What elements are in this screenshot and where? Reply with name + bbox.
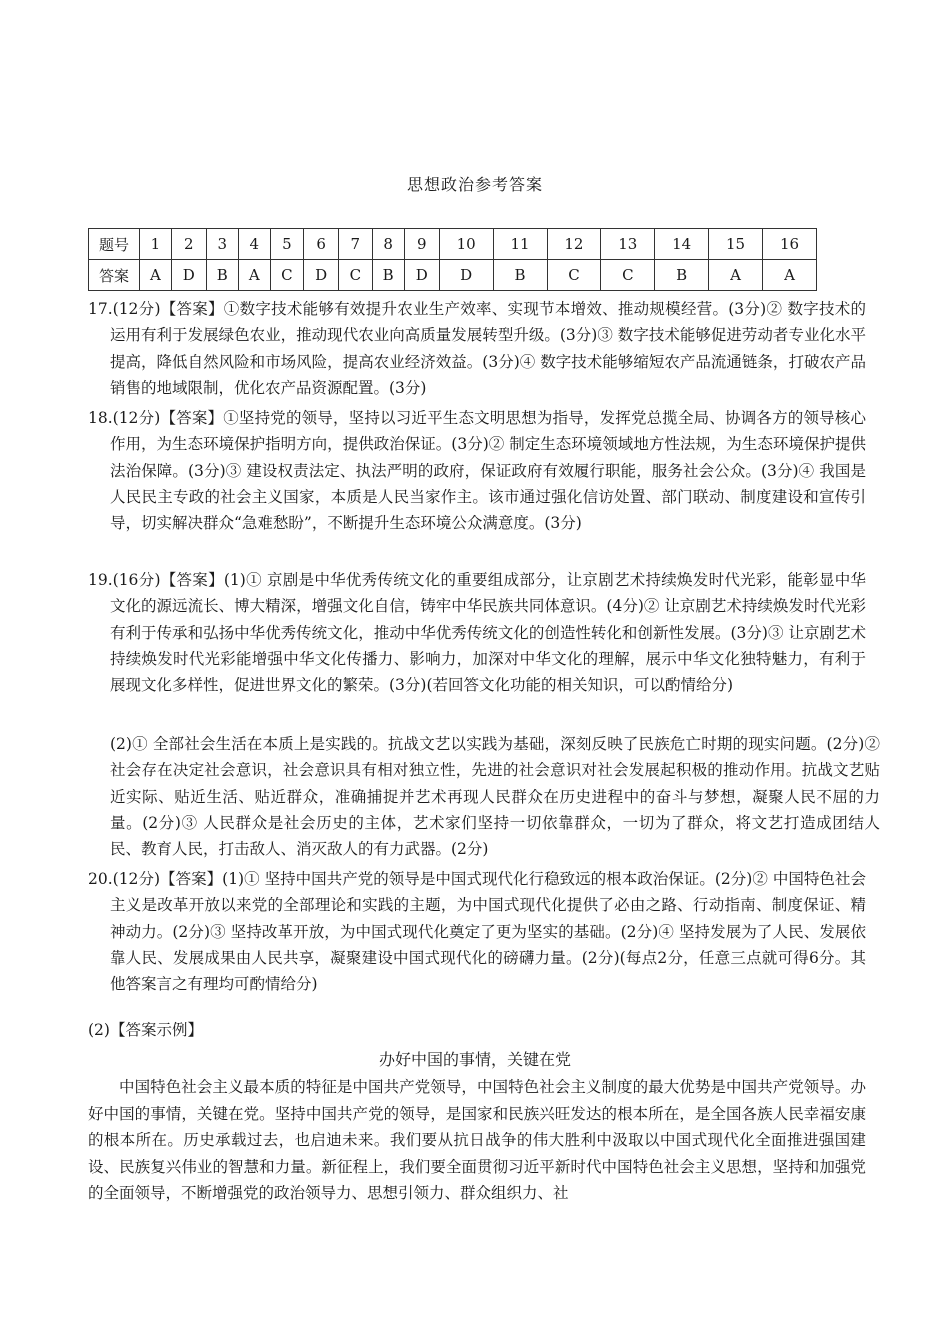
table-cell: A <box>763 260 817 291</box>
table-cell: C <box>601 260 655 291</box>
table-cell: 14 <box>655 229 709 260</box>
question-18-text: 18.(12分)【答案】①坚持党的领导，坚持以习近平生态文明思想为指导，发挥党总揽全局、协调各方的领导核心作用，为生态环境保护指明方向，提供政治保证。(3分)② 制定生态环境领域地方性法规，为生态环境保护提供法治保障。(3分)③ 建设权责法定、执法严明的政府，保证政府有效履行职能，服务社会公众。(3分)④ 我国是人民民主专政的社会主义国家，本质是人民当家作主。该市通过强化信访处置、部门联动、制度建设和宣传引导，切实解决群众“急难愁盼”，不断提升生态环境公众满意度。(3分) <box>88 409 866 533</box>
table-cell: B <box>655 260 709 291</box>
question-20-part1 <box>88 866 866 997</box>
table-cell: 9 <box>404 229 439 260</box>
table-cell: D <box>171 260 206 291</box>
table-cell: D <box>304 260 339 291</box>
table-cell: C <box>339 260 372 291</box>
row-header-answer: 答案 <box>89 260 140 291</box>
table-cell: 4 <box>238 229 270 260</box>
table-cell: C <box>547 260 601 291</box>
table-cell: 6 <box>304 229 339 260</box>
answer-sample-label: (2)【答案示例】 <box>88 1021 203 1039</box>
question-18-answer <box>88 405 866 536</box>
row-header-number: 题号 <box>89 229 140 260</box>
question-17-answer <box>88 296 866 401</box>
table-cell: 3 <box>206 229 238 260</box>
answer-table <box>88 228 817 291</box>
table-cell: 13 <box>601 229 655 260</box>
answer-row <box>89 260 817 291</box>
table-cell: A <box>140 260 172 291</box>
table-cell: 1 <box>140 229 172 260</box>
question-17-text: 17.(12分)【答案】①数字技术能够有效提升农业生产效率、实现节本增效、推动规模经营。(3分)② 数字技术的运用有利于发展绿色农业，推动现代农业向高质量发展转型升级。(3分)③ 数字技术能够促进劳动者专业化水平提高，降低自然风险和市场风险，提高农业经济效益。(3分)④ 数字技术能够缩短农产品流通链条，打破农产品销售的地域限制，优化农产品资源配置。(3分) <box>88 300 866 397</box>
table-cell: A <box>238 260 270 291</box>
table-cell: C <box>270 260 303 291</box>
table-cell: B <box>372 260 404 291</box>
table-cell: 7 <box>339 229 372 260</box>
table-cell: D <box>439 260 493 291</box>
table-cell: 12 <box>547 229 601 260</box>
table-cell: 11 <box>493 229 547 260</box>
table-cell: 10 <box>439 229 493 260</box>
table-cell: 5 <box>270 229 303 260</box>
question-19-part2: (2)① 全部社会生活在本质上是实践的。抗战文艺以实践为基础，深刻反映了民族危亡时期的现实问题。(2分)② 社会存在决定社会意识，社会意识具有相对独立性，先进的社会意识对社会发展起积极的推动作用。抗战文艺贴近实际、贴近生活、贴近群众，准确捕捉并艺术再现人民群众在历史进程中的奋斗与梦想，凝聚人民不屈的力量。(2分)③ 人民群众是社会历史的主体，艺术家们坚持一切依靠群众，一切为了群众，将文艺打造成团结人民、教育人民，打击敌人、消灭敌人的有力武器。(2分) <box>110 735 880 859</box>
question-20-part1-text: 20.(12分)【答案】(1)① 坚持中国共产党的领导是中国式现代化行稳致远的根本政治保证。(2分)② 中国特色社会主义是改革开放以来党的全部理论和实践的主题，为中国式现代化提供了必由之路、行动指南、制度保证、精神动力。(2分)③ 坚持改革开放，为中国式现代化奠定了更为坚实的基础。(2分)④ 坚持发展为了人民、发展依靠人民、发展成果由人民共享，凝聚建设中国式现代化的磅礴力量。(2分)(每点2分，任意三点就可得6分。其他答案言之有理均可酌情给分) <box>88 870 866 994</box>
page-title: 思想政治参考答案 <box>406 175 543 194</box>
table-cell: D <box>404 260 439 291</box>
essay-title: 办好中国的事情，关键在党 <box>378 1050 571 1069</box>
question-19-part1 <box>88 567 866 698</box>
table-cell: B <box>206 260 238 291</box>
table-cell: 2 <box>171 229 206 260</box>
table-cell: 8 <box>372 229 404 260</box>
table-cell: B <box>493 260 547 291</box>
table-cell: 16 <box>763 229 817 260</box>
essay-body: 中国特色社会主义最本质的特征是中国共产党领导，中国特色社会主义制度的最大优势是中国共产党领导。办好中国的事情，关键在党。坚持中国共产党的领导，是国家和民族兴旺发达的根本所在，是全国各族人民幸福安康的根本所在。历史承载过去，也启迪未来。我们要从抗日战争的伟大胜利中汲取以中国式现代化全面推进强国建设、民族复兴伟业的智慧和力量。新征程上，我们要全面贯彻习近平新时代中国特色社会主义思想，坚持和加强党的全面领导，不断增强党的政治领导力、思想引领力、群众组织力、社 <box>88 1078 866 1202</box>
table-cell: A <box>709 260 763 291</box>
question-19-part1-text: 19.(16分)【答案】(1)① 京剧是中华优秀传统文化的重要组成部分，让京剧艺术持续焕发时代光彩，能彰显中华文化的源远流长、博大精深，增强文化自信，铸牢中华民族共同体意识。(4分)② 让京剧艺术持续焕发时代光彩有利于传承和弘扬中华优秀传统文化，推动中华优秀传统文化的创造性转化和创新性发展。(3分)③ 让京剧艺术持续焕发时代光彩能增强中华文化传播力、影响力，加深对中华文化的理解，展示中华文化独特魅力，有利于展现文化多样性，促进世界文化的繁荣。(3分)(若回答文化功能的相关知识，可以酌情给分) <box>88 571 866 695</box>
table-cell: 15 <box>709 229 763 260</box>
question-number-row <box>89 229 817 260</box>
